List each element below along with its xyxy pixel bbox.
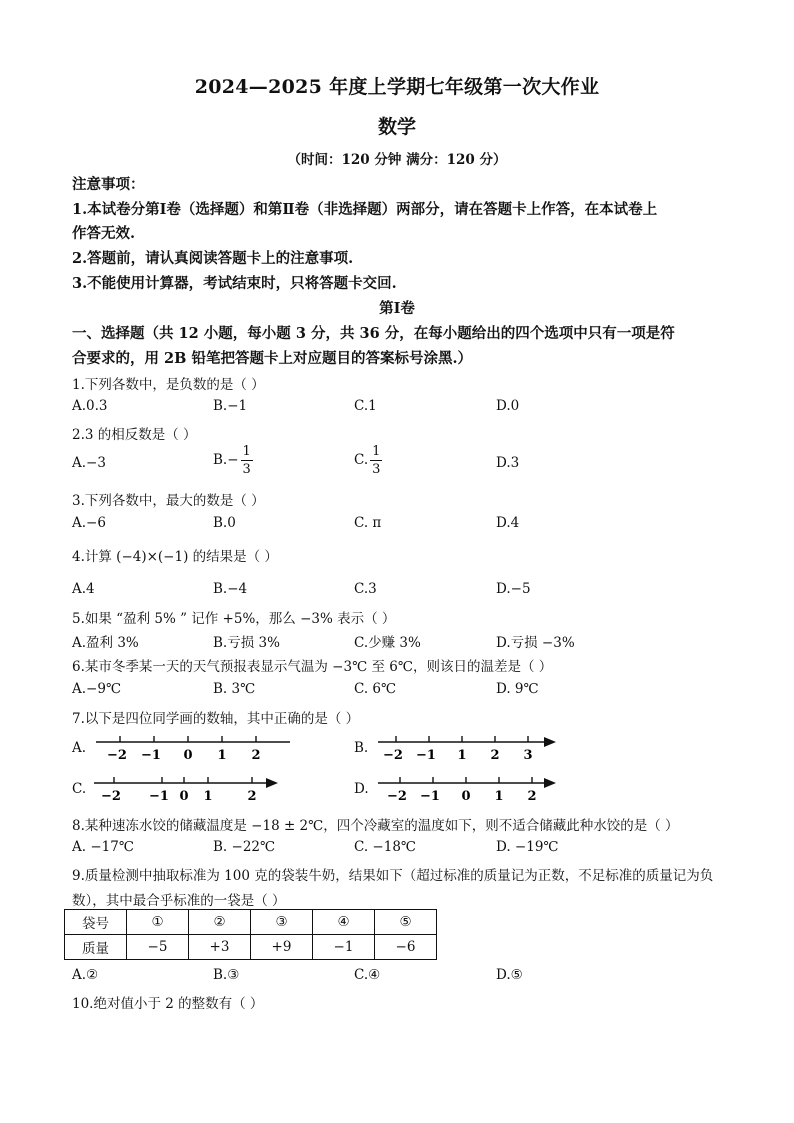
q7-axis-d-label: 1: [494, 789, 504, 804]
q7-axis-d-label: −2: [387, 789, 407, 804]
q2-option-a: A.−3: [72, 455, 106, 471]
q2-option-b-fraction: [241, 445, 253, 476]
q8-option-c: C. −18℃: [354, 839, 417, 855]
q2-option-b: [213, 445, 253, 476]
q7-axis-d-label: 0: [461, 789, 471, 804]
q2-option-d: D.3: [496, 455, 520, 471]
table-cell: 袋号: [65, 910, 127, 935]
table-row: [65, 935, 437, 960]
table-cell: −1: [313, 935, 375, 960]
exam-meta: （时间：120 分钟 满分：120 分）: [287, 152, 507, 168]
q7-axis-d-arrow: [544, 778, 556, 788]
q7-axis-c-label: −2: [101, 789, 121, 804]
q9-option-d: D.⑤: [496, 967, 523, 983]
q5-option-d: D.亏损 −3%: [496, 635, 575, 651]
note-1-line-1: 1.本试卷分第Ⅰ卷（选择题）和第Ⅱ卷（非选择题）两部分，请在答题卡上作答，在本试卷上: [72, 201, 658, 218]
question-5-stem: 5.如果 “盈利 5% ” 记作 +5%，那么 −3% 表示（ ）: [72, 611, 396, 627]
q7-axis-a-label: 1: [217, 748, 227, 763]
q9-table: [64, 909, 437, 960]
q7-axis-d-label: −1: [420, 789, 440, 804]
q2-option-b-numerator: 1: [242, 444, 251, 459]
table-cell: +3: [189, 935, 251, 960]
table-cell: ③: [251, 910, 313, 935]
q9-option-c: C.④: [354, 967, 381, 983]
q8-option-d: D. −19℃: [496, 839, 559, 855]
table-cell: ④: [313, 910, 375, 935]
q3-option-b: B.0: [213, 515, 236, 531]
table-cell: ①: [127, 910, 189, 935]
question-7-stem: 7.以下是四位同学画的数轴，其中正确的是（ ）: [72, 711, 360, 727]
q1-option-d: D.0: [496, 398, 520, 414]
q7-axis-c-arrow: [266, 778, 278, 788]
notes-heading: 注意事项：: [72, 176, 145, 193]
question-6-stem: 6.某市冬季某一天的天气预报表显示气温为 −3℃ 至 6℃，则该日的温差是（ ）: [72, 659, 553, 675]
q7-option-c-label: C.: [72, 781, 87, 797]
table-cell: −5: [127, 935, 189, 960]
question-2-stem: 2.3 的相反数是（ ）: [72, 427, 197, 443]
question-9-stem-line-1: 9.质量检测中抽取标准为 100 克的袋装牛奶，结果如下（超过标准的质量记为正数，不足标准的质量记为负: [72, 868, 714, 884]
question-4-stem: 4.计算 (−4)×(−1) 的结果是（ ）: [72, 549, 278, 565]
q2-option-b-denominator: 3: [242, 462, 251, 477]
q5-option-c: C.少赚 3%: [354, 635, 421, 651]
q7-axis-c-label: −1: [149, 789, 169, 804]
paper-title: 2024—2025 年度上学期七年级第一次大作业: [194, 76, 600, 98]
q7-option-b-label: B.: [354, 740, 369, 756]
q2-option-b-prefix: B.−: [213, 452, 239, 468]
section-instruction-line-1: 一、选择题（共 12 小题，每小题 3 分，共 36 分，在每小题给出的四个选项中只有一项是符: [72, 325, 675, 342]
question-10-stem: 10.绝对值小于 2 的整数有（ ）: [72, 996, 264, 1012]
q9-option-b: B.③: [213, 967, 240, 983]
question-3-stem: 3.下列各数中，最大的数是（ ）: [72, 493, 265, 509]
q7-axis-a-label: −2: [107, 748, 127, 763]
q1-option-b: B.−1: [213, 398, 248, 414]
q2-option-c-denominator: 3: [372, 462, 381, 477]
q6-option-c: C. 6℃: [354, 681, 397, 697]
q7-axis-b-label: 2: [490, 748, 500, 763]
q8-option-a: A. −17℃: [72, 839, 134, 855]
q4-option-c: C.3: [354, 581, 377, 597]
note-3: 3.不能使用计算器，考试结束时，只将答题卡交回.: [72, 275, 397, 292]
note-1-line-2: 作答无效.: [72, 225, 136, 242]
q6-option-b: B. 3℃: [213, 681, 256, 697]
q7-axis-d-label: 2: [527, 789, 537, 804]
q4-option-b: B.−4: [213, 581, 248, 597]
question-8-stem: 8.某种速冻水饺的储藏温度是 −18 ± 2℃，四个冷藏室的温度如下，则不适合储藏此种水饺的是（ ）: [72, 818, 679, 834]
q6-option-a: A.−9℃: [72, 681, 122, 697]
section-title: 第Ⅰ卷: [379, 300, 415, 317]
q3-option-d: D.4: [496, 515, 520, 531]
question-9-stem-line-2: 数），其中最合乎标准的一袋是（ ）: [72, 893, 286, 909]
q7-axis-a: [90, 730, 300, 764]
q5-option-b: B.亏损 3%: [213, 635, 280, 651]
q7-axis-b-label: 1: [457, 748, 467, 763]
q7-axis-b-label: −2: [383, 748, 403, 763]
q7-option-a-label: A.: [72, 740, 87, 756]
q3-option-c: C. π: [354, 515, 382, 531]
question-1-stem: 1.下列各数中，是负数的是（ ）: [72, 377, 265, 393]
q7-axis-c-label: 2: [247, 789, 257, 804]
q2-option-c-numerator: 1: [372, 444, 381, 459]
q6-option-d: D. 9℃: [496, 681, 539, 697]
q5-option-a: A.盈利 3%: [72, 635, 139, 651]
q1-option-a: A.0.3: [72, 398, 108, 414]
table-row: [65, 910, 437, 935]
q4-option-d: D.−5: [496, 581, 531, 597]
section-instruction-line-2: 合要求的，用 2B 铅笔把答题卡上对应题目的答案标号涂黑.）: [72, 350, 472, 367]
q7-axis-b-label: 3: [523, 748, 533, 763]
q7-axis-b-label: −1: [416, 748, 436, 763]
q2-option-c-fraction: [370, 445, 382, 476]
q2-option-c: [354, 445, 382, 476]
q3-option-a: A.−6: [72, 515, 106, 531]
table-cell: 质量: [65, 935, 127, 960]
q7-axis-c-label: 1: [203, 789, 213, 804]
subject-title: 数学: [377, 116, 416, 138]
q7-axis-a-label: 2: [251, 748, 261, 763]
table-cell: −6: [375, 935, 437, 960]
table-cell: ②: [189, 910, 251, 935]
q2-option-c-prefix: C.: [354, 452, 369, 468]
q7-axis-d: [374, 771, 564, 805]
q7-axis-a-label: −1: [141, 748, 161, 763]
q9-option-a: A.②: [72, 967, 99, 983]
q4-option-a: A.4: [72, 581, 95, 597]
q8-option-b: B. −22℃: [213, 839, 276, 855]
note-2: 2.答题前，请认真阅读答题卡上的注意事项.: [72, 250, 354, 267]
q7-axis-c-label: 0: [179, 789, 189, 804]
table-cell: ⑤: [375, 910, 437, 935]
q1-option-c: C.1: [354, 398, 377, 414]
q7-axis-b-arrow: [544, 737, 556, 747]
q7-option-d-label: D.: [354, 781, 369, 797]
q7-axis-c: [90, 771, 290, 805]
table-cell: +9: [251, 935, 313, 960]
q7-axis-b: [374, 730, 564, 764]
q7-axis-a-label: 0: [183, 748, 193, 763]
